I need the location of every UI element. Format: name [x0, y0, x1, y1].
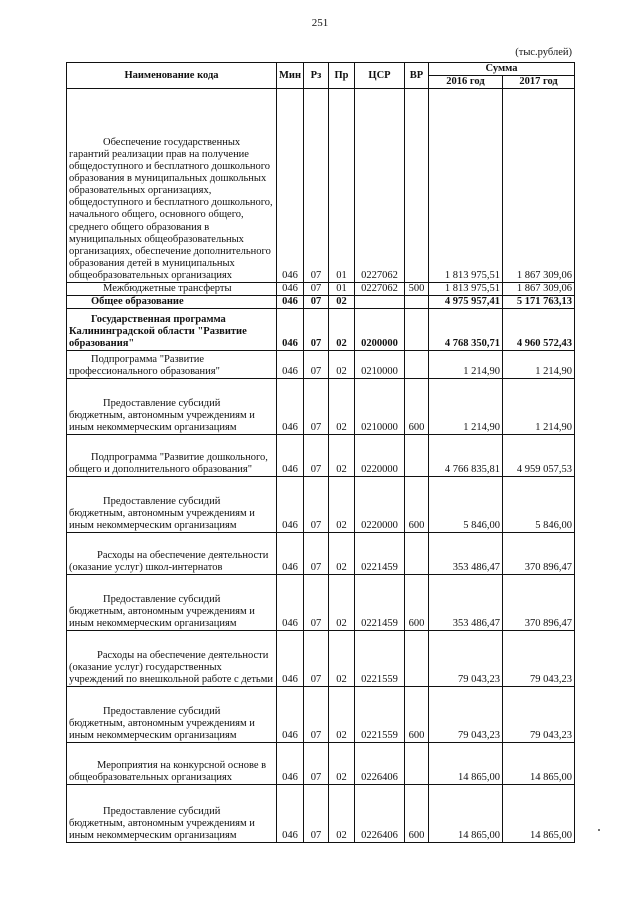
row-rz: 07 — [304, 296, 329, 309]
header-2017: 2017 год — [503, 76, 575, 89]
row-min: 046 — [277, 575, 304, 631]
table-row — [67, 533, 575, 575]
row-rz: 07 — [304, 575, 329, 631]
table-row — [67, 296, 575, 309]
row-vr: 600 — [405, 687, 429, 743]
row-name: Предоставление субсидий бюджетным, автономным учреждениям и иным некоммерческим организациям — [69, 593, 255, 630]
row-csr: 0221559 — [355, 687, 405, 743]
table-row — [67, 283, 575, 296]
row-pr: 01 — [329, 283, 355, 296]
row-name: Общее образование — [91, 296, 184, 308]
row-name: Государственная программа Калининградской области "Развитие образования" — [69, 313, 247, 350]
row-pr: 02 — [329, 533, 355, 575]
row-csr: 0227062 — [355, 89, 405, 283]
row-name: Предоставление субсидий бюджетным, автономным учреждениям и иным некоммерческим организациям — [69, 397, 255, 434]
row-pr: 02 — [329, 575, 355, 631]
row-name: Обеспечение государственных гарантий реализации прав на получение общедоступного и бесплатного дошкольного образования в муниципальных дошкольных образовательных организациях, общедоступного и бесплатного дошкольного, начального общего, основного общего, среднего общего образования в муниципальных общеобразовательных организациях, обеспечение дополнительного образования детей в муниципальных общеобразовательных организациях — [69, 136, 273, 281]
units-label: (тыс.рублей) — [515, 47, 572, 58]
row-2016: 79 043,23 — [429, 687, 503, 743]
row-rz: 07 — [304, 631, 329, 687]
row-pr: 02 — [329, 743, 355, 785]
row-pr: 02 — [329, 309, 355, 351]
row-pr: 01 — [329, 89, 355, 283]
row-vr: 600 — [405, 575, 429, 631]
row-vr — [405, 89, 429, 283]
row-rz: 07 — [304, 687, 329, 743]
row-vr — [405, 309, 429, 351]
row-2017: 1 214,90 — [503, 379, 575, 435]
row-csr: 0210000 — [355, 351, 405, 379]
row-2016: 4 768 350,71 — [429, 309, 503, 351]
row-2017: 370 896,47 — [503, 533, 575, 575]
row-name: Расходы на обеспечение деятельности (оказание услуг) государственных учреждений по внешкольной работе с детьми — [69, 649, 273, 686]
row-2016: 14 865,00 — [429, 785, 503, 843]
table-row — [67, 89, 575, 283]
row-min: 046 — [277, 379, 304, 435]
row-min: 046 — [277, 351, 304, 379]
row-csr: 0226406 — [355, 785, 405, 843]
row-2016: 353 486,47 — [429, 575, 503, 631]
table-row — [67, 785, 575, 843]
row-rz: 07 — [304, 351, 329, 379]
row-vr: 600 — [405, 379, 429, 435]
row-pr: 02 — [329, 687, 355, 743]
row-csr: 0221559 — [355, 631, 405, 687]
header-vr: ВР — [405, 63, 429, 89]
row-name: Предоставление субсидий бюджетным, автономным учреждениям и иным некоммерческим организациям — [69, 705, 255, 742]
table-row — [67, 477, 575, 533]
row-vr — [405, 435, 429, 477]
row-rz: 07 — [304, 743, 329, 785]
table-row — [67, 351, 575, 379]
row-2017: 4 960 572,43 — [503, 309, 575, 351]
row-2016: 1 214,90 — [429, 379, 503, 435]
row-2017: 14 865,00 — [503, 743, 575, 785]
row-pr: 02 — [329, 379, 355, 435]
row-csr: 0210000 — [355, 379, 405, 435]
row-min: 046 — [277, 687, 304, 743]
row-2016: 1 813 975,51 — [429, 89, 503, 283]
row-csr: 0226406 — [355, 743, 405, 785]
budget-table — [66, 62, 575, 843]
row-min: 046 — [277, 631, 304, 687]
table-row — [67, 309, 575, 351]
table-row — [67, 435, 575, 477]
header-csr: ЦСР — [355, 63, 405, 89]
row-vr: 600 — [405, 477, 429, 533]
row-2016: 14 865,00 — [429, 743, 503, 785]
row-rz: 07 — [304, 309, 329, 351]
row-rz: 07 — [304, 785, 329, 843]
row-min: 046 — [277, 743, 304, 785]
row-pr: 02 — [329, 785, 355, 843]
table-row — [67, 743, 575, 785]
row-2017: 1 214,90 — [503, 351, 575, 379]
row-csr: 0220000 — [355, 477, 405, 533]
row-2016: 353 486,47 — [429, 533, 503, 575]
row-pr: 02 — [329, 351, 355, 379]
row-2017: 1 867 309,06 — [503, 89, 575, 283]
row-vr: 600 — [405, 785, 429, 843]
row-rz: 07 — [304, 477, 329, 533]
row-min: 046 — [277, 309, 304, 351]
row-rz: 07 — [304, 379, 329, 435]
table-row — [67, 575, 575, 631]
header-rz: Рз — [304, 63, 329, 89]
row-2016: 4 975 957,41 — [429, 296, 503, 309]
row-name: Межбюджетные трансферты — [103, 283, 232, 294]
row-2017: 4 959 057,53 — [503, 435, 575, 477]
header-sum: Сумма — [429, 63, 575, 76]
row-2016: 1 214,90 — [429, 351, 503, 379]
row-vr — [405, 533, 429, 575]
row-2016: 5 846,00 — [429, 477, 503, 533]
row-2016: 4 766 835,81 — [429, 435, 503, 477]
row-2017: 79 043,23 — [503, 631, 575, 687]
header-min: Мин — [277, 63, 304, 89]
header-name: Наименование кода — [67, 63, 277, 89]
row-name: Подпрограмма "Развитие дошкольного, общего и дополнительного образования" — [69, 452, 268, 476]
row-vr — [405, 743, 429, 785]
row-csr: 0220000 — [355, 435, 405, 477]
row-2017: 14 865,00 — [503, 785, 575, 843]
row-vr — [405, 631, 429, 687]
row-pr: 02 — [329, 296, 355, 309]
row-vr: 500 — [405, 283, 429, 296]
row-min: 046 — [277, 477, 304, 533]
row-pr: 02 — [329, 435, 355, 477]
table-row — [67, 379, 575, 435]
row-csr: 0227062 — [355, 283, 405, 296]
row-min: 046 — [277, 283, 304, 296]
row-2017: 5 846,00 — [503, 477, 575, 533]
row-2016: 1 813 975,51 — [429, 283, 503, 296]
row-rz: 07 — [304, 283, 329, 296]
row-pr: 02 — [329, 631, 355, 687]
row-csr: 0200000 — [355, 309, 405, 351]
row-csr: 0221459 — [355, 575, 405, 631]
row-rz: 07 — [304, 533, 329, 575]
row-2017: 370 896,47 — [503, 575, 575, 631]
row-name: Подпрограмма "Развитие профессионального образования" — [69, 354, 220, 378]
row-csr — [355, 296, 405, 309]
row-min: 046 — [277, 89, 304, 283]
row-min: 046 — [277, 533, 304, 575]
row-2016: 79 043,23 — [429, 631, 503, 687]
table-row — [67, 687, 575, 743]
row-2017: 79 043,23 — [503, 687, 575, 743]
row-csr: 0221459 — [355, 533, 405, 575]
scan-speck — [598, 829, 600, 831]
header-2016: 2016 год — [429, 76, 503, 89]
row-name: Мероприятия на конкурсной основе в общеобразовательных организациях — [69, 760, 267, 784]
row-min: 046 — [277, 296, 304, 309]
row-min: 046 — [277, 435, 304, 477]
row-vr — [405, 296, 429, 309]
row-min: 046 — [277, 785, 304, 843]
row-pr: 02 — [329, 477, 355, 533]
row-rz: 07 — [304, 435, 329, 477]
header-pr: Пр — [329, 63, 355, 89]
row-name: Предоставление субсидий бюджетным, автономным учреждениям и иным некоммерческим организациям — [69, 495, 255, 532]
row-name: Расходы на обеспечение деятельности (оказание услуг) школ-интернатов — [69, 550, 269, 574]
row-vr — [405, 351, 429, 379]
row-name: Предоставление субсидий бюджетным, автономным учреждениям и иным некоммерческим организациям — [69, 805, 255, 842]
table-row — [67, 631, 575, 687]
row-2017: 5 171 763,13 — [503, 296, 575, 309]
page-number: 251 — [311, 17, 329, 29]
row-2017: 1 867 309,06 — [503, 283, 575, 296]
row-rz: 07 — [304, 89, 329, 283]
